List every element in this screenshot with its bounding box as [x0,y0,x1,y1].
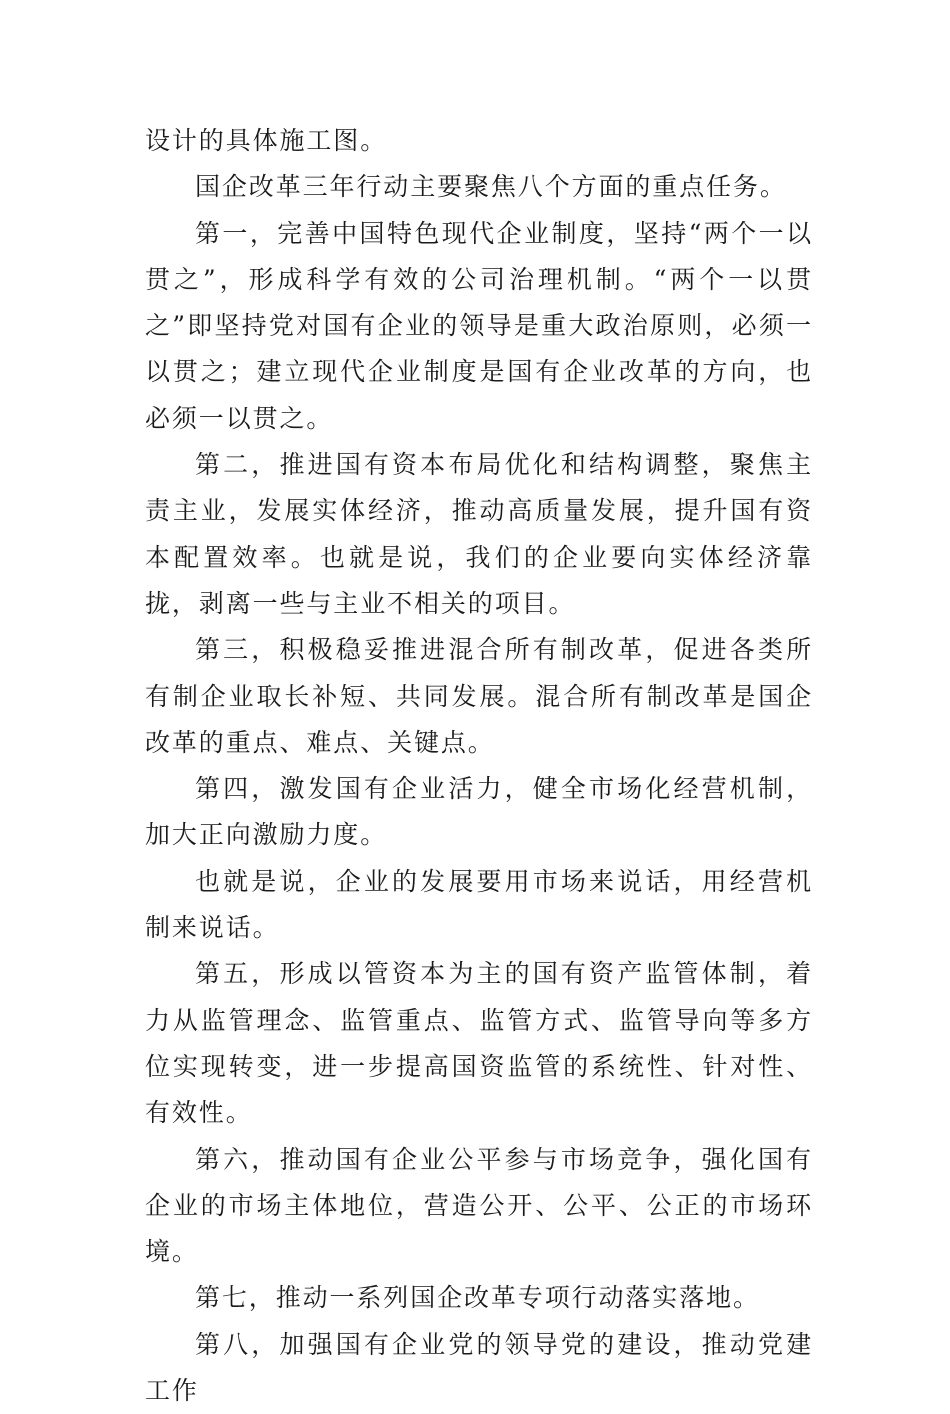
paragraph-task-7: 第七，推动一系列国企改革专项行动落实落地。 [195,1283,760,1313]
paragraph-task-1: 第一，完善中国特色现代企业制度，坚持“两个一以贯之”，形成科学有效的公司治理机制。“两个一以贯之”即坚持党对国有企业的领导是重大政治原则，必须一以贯之；建立现代企业制度是国有企业改革的方向，也必须一以贯之。 [145,218,813,433]
paragraph-task-5: 第五，形成以管资本为主的国有资产监管体制，着力从监管理念、监管重点、监管方式、监管导向等多方位实现转变，进一步提高国资监管的系统性、针对性、有效性。 [145,959,813,1128]
paragraph-intro: 国企改革三年行动主要聚焦八个方面的重点任务。 [195,172,787,202]
paragraph-task-3: 第三，积极稳妥推进混合所有制改革，促进各类所有制企业取长补短、共同发展。混合所有制改革是国企改革的重点、难点、关键点。 [145,635,813,757]
paragraph-task-4: 第四，激发国有企业活力，健全市场化经营机制，加大正向激励力度。 [145,774,813,850]
paragraph-task-6: 第六，推动国有企业公平参与市场竞争，强化国有企业的市场主体地位，营造公开、公平、公正的市场环境。 [145,1144,813,1267]
paragraph-task-8: 第八，加强国有企业党的领导党的建设，推动党建工作 [145,1329,813,1406]
paragraph-task-2: 第二，推进国有资本布局优化和结构调整，聚焦主责主业，发展实体经济，推动高质量发展，提升国有资本配置效率。也就是说，我们的企业要向实体经济靠拢，剥离一些与主业不相关的项目。 [145,450,813,618]
paragraph-task-4-note: 也就是说，企业的发展要用市场来说话，用经营机制来说话。 [145,866,813,943]
document-body [145,118,813,1414]
paragraph-continuation: 设计的具体施工图。 [145,126,388,155]
